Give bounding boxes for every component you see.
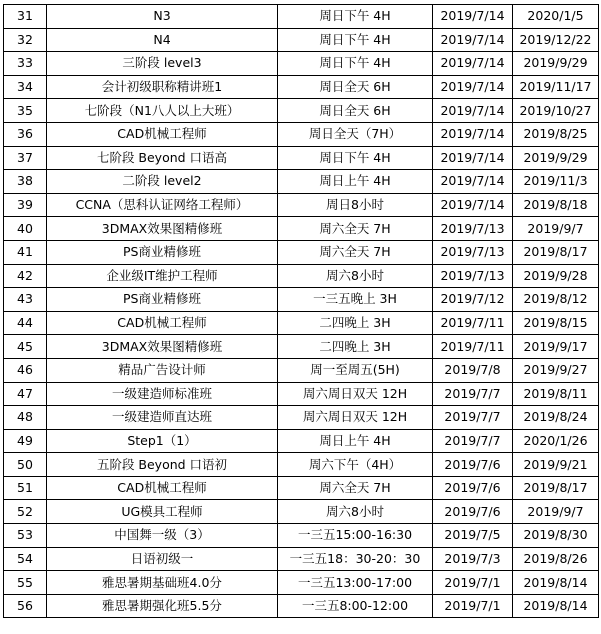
start-date-cell: 2019/7/14: [433, 75, 513, 99]
end-date-cell: 2019/8/25: [513, 122, 599, 146]
end-date-cell: 2019/8/14: [513, 571, 599, 595]
end-date-cell: 2019/9/29: [513, 52, 599, 76]
start-date-cell: 2019/7/14: [433, 122, 513, 146]
row-number-cell: 53: [4, 524, 47, 548]
row-number-cell: 41: [4, 240, 47, 264]
start-date-cell: 2019/7/11: [433, 311, 513, 335]
end-date-cell: 2019/9/29: [513, 146, 599, 170]
course-name-cell: 七阶段 Beyond 口语高: [47, 146, 278, 170]
start-date-cell: 2019/7/6: [433, 476, 513, 500]
schedule-cell: 周日下午 4H: [278, 28, 433, 52]
schedule-cell: 周六周日双天 12H: [278, 382, 433, 406]
row-number-cell: 40: [4, 217, 47, 241]
course-name-cell: 五阶段 Beyond 口语初: [47, 453, 278, 477]
end-date-cell: 2019/8/17: [513, 240, 599, 264]
course-name-cell: N4: [47, 28, 278, 52]
course-name-cell: CAD机械工程师: [47, 476, 278, 500]
row-number-cell: 48: [4, 406, 47, 430]
row-number-cell: 34: [4, 75, 47, 99]
row-number-cell: 37: [4, 146, 47, 170]
course-name-cell: CCNA（思科认证网络工程师）: [47, 193, 278, 217]
end-date-cell: 2019/8/24: [513, 406, 599, 430]
table-row: [4, 99, 599, 123]
table-row: [4, 406, 599, 430]
end-date-cell: 2019/8/12: [513, 288, 599, 312]
schedule-cell: 一三五8:00-12:00: [278, 594, 433, 618]
row-number-cell: 35: [4, 99, 47, 123]
start-date-cell: 2019/7/13: [433, 240, 513, 264]
table-row: [4, 193, 599, 217]
schedule-cell: 周六周日双天 12H: [278, 406, 433, 430]
row-number-cell: 39: [4, 193, 47, 217]
schedule-cell: 周日下午 4H: [278, 146, 433, 170]
end-date-cell: 2019/9/27: [513, 358, 599, 382]
course-name-cell: CAD机械工程师: [47, 311, 278, 335]
row-number-cell: 47: [4, 382, 47, 406]
course-name-cell: PS商业精修班: [47, 288, 278, 312]
table-row: [4, 122, 599, 146]
end-date-cell: 2019/8/26: [513, 547, 599, 571]
course-name-cell: 雅思暑期强化班5.5分: [47, 594, 278, 618]
course-name-cell: 一级建造师标准班: [47, 382, 278, 406]
end-date-cell: 2019/10/27: [513, 99, 599, 123]
course-name-cell: PS商业精修班: [47, 240, 278, 264]
table-row: [4, 146, 599, 170]
course-name-cell: 3DMAX效果图精修班: [47, 217, 278, 241]
end-date-cell: 2019/9/7: [513, 500, 599, 524]
end-date-cell: 2019/12/22: [513, 28, 599, 52]
schedule-cell: 周六8小时: [278, 500, 433, 524]
start-date-cell: 2019/7/3: [433, 547, 513, 571]
table-row: [4, 476, 599, 500]
start-date-cell: 2019/7/14: [433, 170, 513, 194]
start-date-cell: 2019/7/5: [433, 524, 513, 548]
start-date-cell: 2019/7/7: [433, 382, 513, 406]
table-row: [4, 311, 599, 335]
start-date-cell: 2019/7/14: [433, 28, 513, 52]
row-number-cell: 42: [4, 264, 47, 288]
schedule-cell: 周六下午（4H）: [278, 453, 433, 477]
start-date-cell: 2019/7/6: [433, 453, 513, 477]
row-number-cell: 54: [4, 547, 47, 571]
schedule-cell: 一三五晚上 3H: [278, 288, 433, 312]
table-row: [4, 382, 599, 406]
schedule-cell: 周日上午 4H: [278, 429, 433, 453]
schedule-cell: 周六全天 7H: [278, 240, 433, 264]
course-name-cell: 三阶段 level3: [47, 52, 278, 76]
end-date-cell: 2019/11/3: [513, 170, 599, 194]
start-date-cell: 2019/7/13: [433, 217, 513, 241]
schedule-cell: 周日下午 4H: [278, 52, 433, 76]
start-date-cell: 2019/7/8: [433, 358, 513, 382]
end-date-cell: 2019/8/18: [513, 193, 599, 217]
schedule-cell: 周日全天 6H: [278, 99, 433, 123]
course-name-cell: 日语初级一: [47, 547, 278, 571]
course-name-cell: 二阶段 level2: [47, 170, 278, 194]
row-number-cell: 32: [4, 28, 47, 52]
row-number-cell: 56: [4, 594, 47, 618]
row-number-cell: 52: [4, 500, 47, 524]
table-row: [4, 240, 599, 264]
end-date-cell: 2019/11/17: [513, 75, 599, 99]
schedule-cell: 一三五18：30-20：30: [278, 547, 433, 571]
course-name-cell: 一级建造师直达班: [47, 406, 278, 430]
row-number-cell: 46: [4, 358, 47, 382]
schedule-cell: 周六全天 7H: [278, 476, 433, 500]
course-name-cell: Step1（1）: [47, 429, 278, 453]
end-date-cell: 2019/9/17: [513, 335, 599, 359]
row-number-cell: 36: [4, 122, 47, 146]
schedule-cell: 一三五15:00-16:30: [278, 524, 433, 548]
row-number-cell: 38: [4, 170, 47, 194]
schedule-cell: 周日全天（7H）: [278, 122, 433, 146]
row-number-cell: 49: [4, 429, 47, 453]
row-number-cell: 50: [4, 453, 47, 477]
table-row: [4, 500, 599, 524]
table-row: [4, 429, 599, 453]
start-date-cell: 2019/7/14: [433, 146, 513, 170]
course-name-cell: 雅思暑期基础班4.0分: [47, 571, 278, 595]
start-date-cell: 2019/7/6: [433, 500, 513, 524]
table-row: [4, 594, 599, 618]
table-row: [4, 358, 599, 382]
table-row: [4, 75, 599, 99]
row-number-cell: 55: [4, 571, 47, 595]
row-number-cell: 43: [4, 288, 47, 312]
course-name-cell: 3DMAX效果图精修班: [47, 335, 278, 359]
row-number-cell: 33: [4, 52, 47, 76]
start-date-cell: 2019/7/7: [433, 429, 513, 453]
row-number-cell: 31: [4, 5, 47, 29]
course-name-cell: 企业级IT维护工程师: [47, 264, 278, 288]
start-date-cell: 2019/7/7: [433, 406, 513, 430]
course-name-cell: 中国舞一级（3）: [47, 524, 278, 548]
table-row: [4, 170, 599, 194]
end-date-cell: 2019/8/15: [513, 311, 599, 335]
schedule-cell: 周六8小时: [278, 264, 433, 288]
table-row: [4, 5, 599, 29]
course-name-cell: 会计初级职称精讲班1: [47, 75, 278, 99]
table-row: [4, 288, 599, 312]
course-name-cell: CAD机械工程师: [47, 122, 278, 146]
schedule-cell: 周一至周五(5H): [278, 358, 433, 382]
course-name-cell: UG模具工程师: [47, 500, 278, 524]
course-name-cell: 精品广告设计师: [47, 358, 278, 382]
schedule-cell: 二四晚上 3H: [278, 311, 433, 335]
start-date-cell: 2019/7/13: [433, 264, 513, 288]
end-date-cell: 2019/8/14: [513, 594, 599, 618]
start-date-cell: 2019/7/1: [433, 571, 513, 595]
table-row: [4, 264, 599, 288]
end-date-cell: 2019/8/11: [513, 382, 599, 406]
table-row: [4, 571, 599, 595]
start-date-cell: 2019/7/11: [433, 335, 513, 359]
table-row: [4, 335, 599, 359]
start-date-cell: 2019/7/1: [433, 594, 513, 618]
schedule-cell: 周六全天 7H: [278, 217, 433, 241]
schedule-cell: 周日全天 6H: [278, 75, 433, 99]
end-date-cell: 2019/8/17: [513, 476, 599, 500]
course-name-cell: N3: [47, 5, 278, 29]
end-date-cell: 2019/9/7: [513, 217, 599, 241]
schedule-cell: 周日上午 4H: [278, 170, 433, 194]
start-date-cell: 2019/7/14: [433, 99, 513, 123]
course-name-cell: 七阶段（N1八人以上大班）: [47, 99, 278, 123]
course-schedule-table: [3, 4, 599, 618]
table-row: [4, 524, 599, 548]
start-date-cell: 2019/7/14: [433, 5, 513, 29]
schedule-cell: 二四晚上 3H: [278, 335, 433, 359]
table-row: [4, 453, 599, 477]
start-date-cell: 2019/7/14: [433, 193, 513, 217]
start-date-cell: 2019/7/14: [433, 52, 513, 76]
table-row: [4, 52, 599, 76]
end-date-cell: 2020/1/26: [513, 429, 599, 453]
end-date-cell: 2019/9/21: [513, 453, 599, 477]
schedule-cell: 一三五13:00-17:00: [278, 571, 433, 595]
table-row: [4, 28, 599, 52]
row-number-cell: 45: [4, 335, 47, 359]
row-number-cell: 51: [4, 476, 47, 500]
table-row: [4, 547, 599, 571]
table-row: [4, 217, 599, 241]
end-date-cell: 2019/8/30: [513, 524, 599, 548]
end-date-cell: 2019/9/28: [513, 264, 599, 288]
end-date-cell: 2020/1/5: [513, 5, 599, 29]
schedule-cell: 周日8小时: [278, 193, 433, 217]
start-date-cell: 2019/7/12: [433, 288, 513, 312]
row-number-cell: 44: [4, 311, 47, 335]
schedule-cell: 周日下午 4H: [278, 5, 433, 29]
table-body: [4, 5, 599, 618]
